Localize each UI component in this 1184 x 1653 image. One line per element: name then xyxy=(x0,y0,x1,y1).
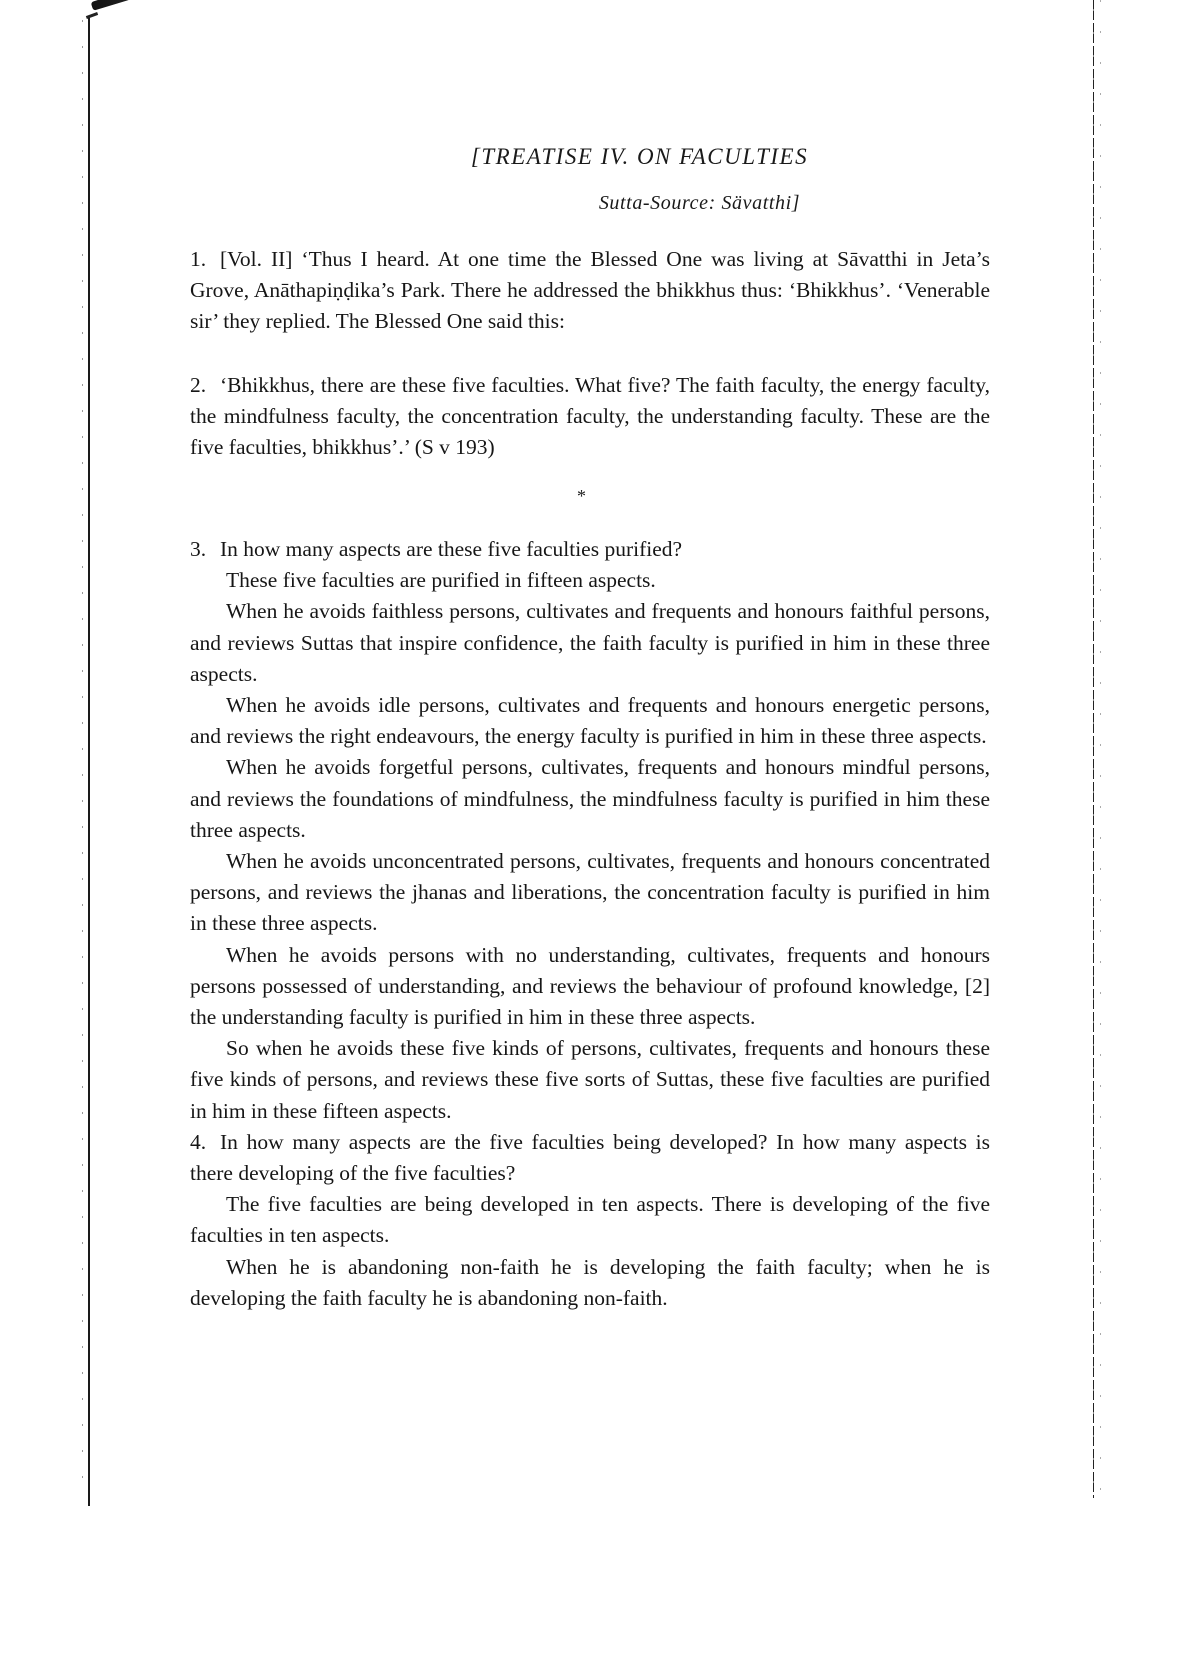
question-text: In how many aspects are these five faculties purified? xyxy=(220,537,683,561)
section-1-paragraph xyxy=(190,244,990,338)
section-3-answer: These five faculties are purified in fifteen aspects. xyxy=(226,568,656,593)
scan-corner-smudge-small xyxy=(86,12,98,19)
section-number: 3. xyxy=(190,537,207,561)
section-4-question xyxy=(190,1127,990,1189)
section-number: 1. xyxy=(190,247,207,271)
section-separator: * xyxy=(577,486,586,506)
summary-purification-paragraph: So when he avoids these five kinds of persons, cultivates, frequents and honours these five kinds of persons, and reviews these five sorts of Suttas, these five faculties are purified in him in these fifteen aspects. xyxy=(190,1036,990,1123)
question-text: In how many aspects are the five faculties being developed? In how many aspects is there developing of the five faculties? xyxy=(190,1129,990,1186)
section-2 xyxy=(190,370,990,464)
scan-right-edge-speckles xyxy=(1100,0,1101,1490)
energy-purification-paragraph: When he avoids idle persons, cultivates and frequents and honours energetic persons, and reviews the right endeavours, the energy faculty is purified in him in these three aspects. xyxy=(190,693,990,749)
concentration-purification-paragraph: When he avoids unconcentrated persons, cultivates, frequents and honours concentrated persons, and reviews the jhanas and liberations, the concentration faculty is purified in him in these three aspects. xyxy=(190,849,990,936)
section-text: [Vol. II] ‘Thus I heard. At one time the Blessed One was living at Sāvatthi in Jeta’s Grove, Anāthapiṇḍika’s Park. There he addressed the bhikkhus thus: ‘Bhikkhus’. ‘Venerable sir’ they replied. The Blessed One said this: xyxy=(190,247,990,334)
section-1 xyxy=(190,244,990,338)
sutta-source-subheading: Sutta-Source: Sävatthi] xyxy=(598,192,801,214)
section-2-paragraph xyxy=(190,370,990,464)
scan-right-edge xyxy=(1093,0,1094,1498)
section-3-question xyxy=(190,534,990,565)
understanding-purification-paragraph: When he avoids persons with no understanding, cultivates, frequents and honours persons possessed of understanding, and reviews the behaviour of profound knowledge, [2] the understanding faculty is purified in him in these three aspects. xyxy=(190,942,990,1030)
scan-corner-smudge xyxy=(91,0,151,11)
section-number: 4. xyxy=(190,1129,207,1154)
faith-purification-paragraph: When he avoids faithless persons, cultivates and frequents and honours faithful persons, and reviews Suttas that inspire confidence, the faith faculty is purified in him in these three aspects. xyxy=(190,599,990,686)
mindfulness-purification-paragraph: When he avoids forgetful persons, cultivates, frequents and honours mindful persons, and reviews the foundations of mindfulness, the mindfulness faculty is purified in him these three aspects. xyxy=(190,755,990,842)
section-number: 2. xyxy=(190,373,207,397)
section-3 xyxy=(190,534,990,1314)
scan-left-edge xyxy=(88,18,90,1506)
section-text: ‘Bhikkhus, there are these five faculties. What five? The faith faculty, the energy faculty, the mindfulness faculty, the concentration faculty, the understanding faculty. These are the five faculties, bhikkhus’.’ (S v 193) xyxy=(190,373,990,460)
scan-left-edge-speckles xyxy=(82,20,83,1500)
treatise-heading: [TREATISE IV. ON FACULTIES xyxy=(470,144,809,169)
faith-development-paragraph: When he is abandoning non-faith he is developing the faith faculty; when he is developing the faith faculty he is abandoning non-faith. xyxy=(190,1254,990,1310)
section-4-answer: The five faculties are being developed in ten aspects. There is developing of the five faculties in ten aspects. xyxy=(190,1192,990,1248)
